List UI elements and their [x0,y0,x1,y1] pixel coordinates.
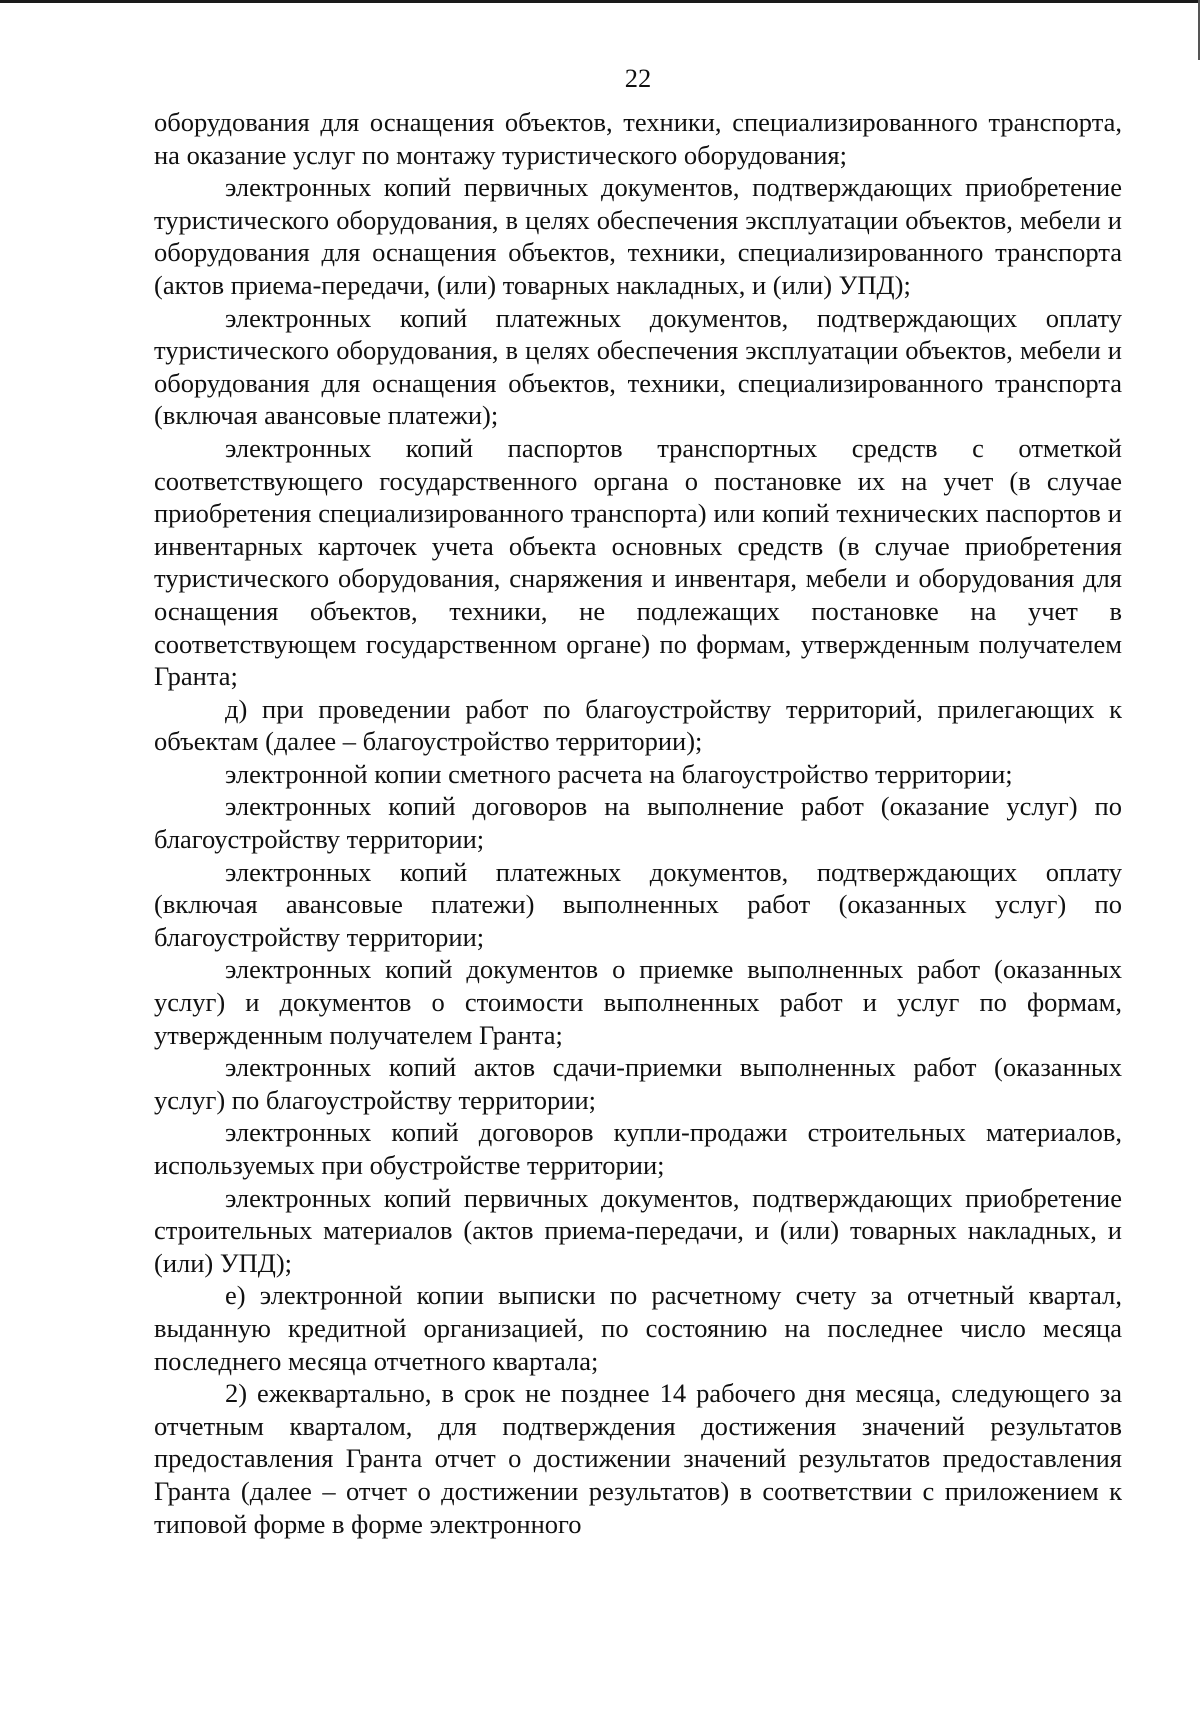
document-body [154,106,1122,1540]
paragraph: 2) ежеквартально, в срок не позднее 14 рабочего дня месяца, следующего за отчетным кварталом, для подтверждения достижения значений результатов предоставления Гранта отчет о достижении значений результатов предоставления Гранта (далее – отчет о достижении результатов) в соответствии с приложением к типовой форме в форме электронного [154,1378,1122,1539]
paragraph: д) при проведении работ по благоустройству территорий, прилегающих к объектам (далее – благоустройство территории); [154,693,1122,757]
paragraph: электронных копий документов о приемке выполненных работ (оказанных услуг) и документов о стоимости выполненных работ и услуг по формам, утвержденным получателем Гранта; [154,954,1122,1050]
page-number: 22 [624,63,652,93]
paragraph: электронных копий актов сдачи-приемки выполненных работ (оказанных услуг) по благоустройству территории; [154,1052,1122,1115]
paragraph: е) электронной копии выписки по расчетному счету за отчетный квартал, выданную кредитной организацией, по состоянию на последнее число месяца последнего месяца отчетного квартала; [154,1280,1122,1376]
paragraph: электронных копий платежных документов, подтверждающих оплату туристического оборудования, в целях обеспечения эксплуатации объектов, мебели и оборудования для оснащения объектов, техники, специализированного транспорта (включая авансовые платежи); [154,302,1122,431]
paragraph: электронных копий паспортов транспортных средств с отметкой соответствующего государственного органа о постановке их на учет (в случае приобретения специализированного транспорта) или копий технических паспортов и инвентарных карточек учета объекта основных средств (в случае приобретения туристического оборудования, снаряжения и инвентаря, мебели и оборудования для оснащения объектов, техники, не подлежащих постановке на учет в соответствующем государственном органе) по формам, утвержденным получателем Гранта; [154,432,1122,692]
document-page [154,62,1122,1540]
paragraph: оборудования для оснащения объектов, техники, специализированного транспорта, на оказание услуг по монтажу туристического оборудования; [154,107,1122,170]
paragraph: электронных копий договоров купли-продажи строительных материалов, используемых при обустройстве территории; [154,1117,1122,1180]
scan-edge-top [0,0,1200,3]
paragraph: электронных копий первичных документов, подтверждающих приобретение туристического оборудования, в целях обеспечения эксплуатации объектов, мебели и оборудования для оснащения объектов, техники, специализированного транспорта (актов приема-передачи, (или) товарных накладных, и (или) УПД); [154,172,1122,300]
paragraph: электронных копий платежных документов, подтверждающих оплату (включая авансовые платежи) выполненных работ (оказанных услуг) по благоустройству территории; [154,856,1122,952]
paragraph: электронной копии сметного расчета на благоустройство территории; [225,758,1013,789]
paragraph: электронных копий договоров на выполнение работ (оказание услуг) по благоустройству территории; [154,791,1122,855]
paragraph: электронных копий первичных документов, подтверждающих приобретение строительных материалов (актов приема-передачи, и (или) товарных накладных, и (или) УПД); [154,1182,1122,1278]
